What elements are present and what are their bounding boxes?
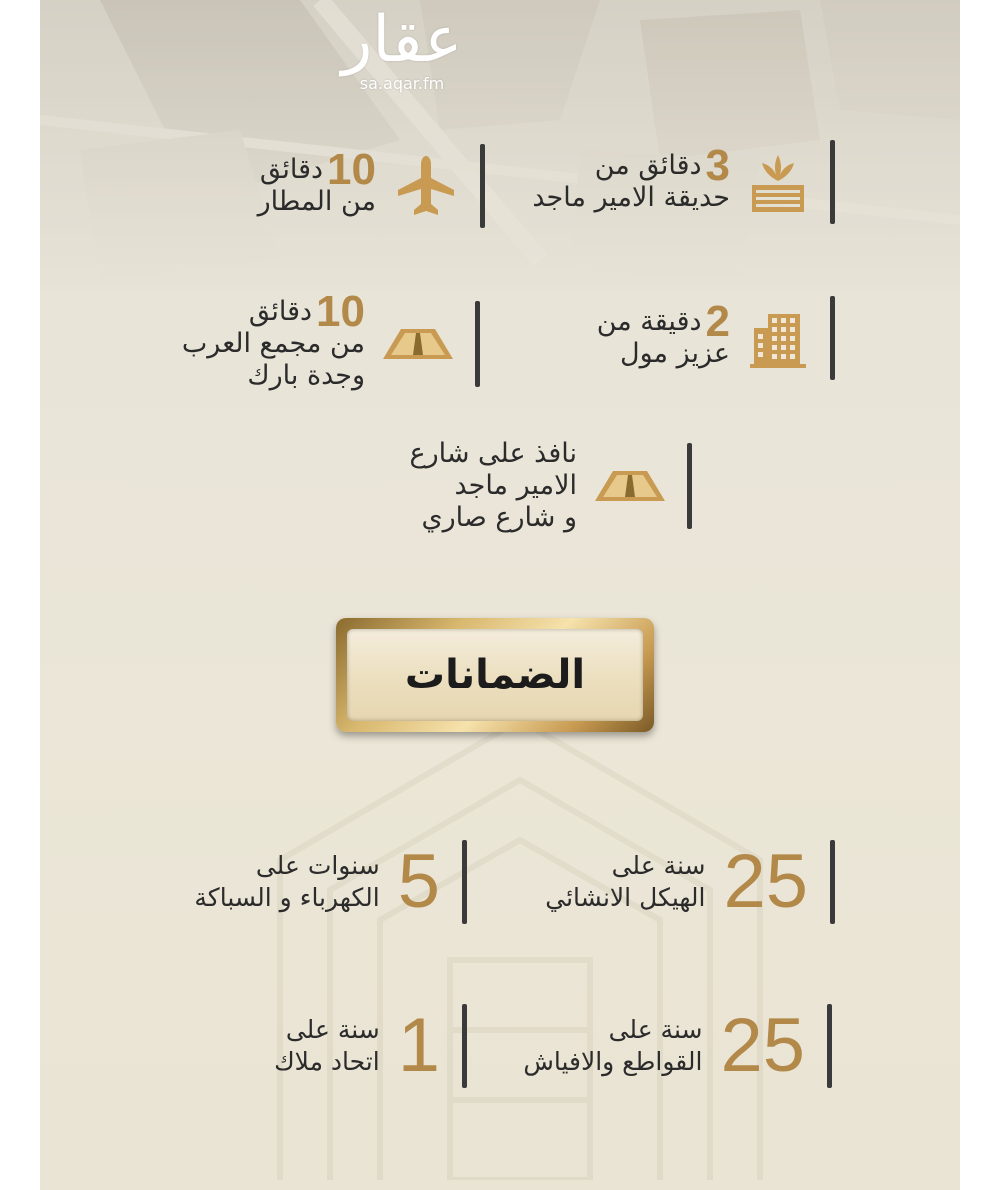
guarantee-text <box>194 850 379 914</box>
brand-logo: عقار <box>341 3 463 77</box>
feature-text <box>596 297 730 370</box>
feature-text <box>257 145 376 218</box>
feature-line: دقائق <box>248 296 313 327</box>
feature-line: دقائق من <box>594 150 702 181</box>
guarantee-text <box>523 1014 702 1078</box>
guarantee-line: سنة على <box>608 1015 703 1044</box>
guarantee-number: 25 <box>720 1003 805 1088</box>
divider-bar <box>687 443 692 529</box>
guarantee-line: الهيكل الانشائي <box>545 883 706 912</box>
guarantee-number: 25 <box>723 839 808 924</box>
guarantee-line: سنة على <box>611 851 706 880</box>
guarantee-line: اتحاد ملاك <box>274 1047 380 1076</box>
road-icon <box>383 327 453 361</box>
guarantees-button-face <box>347 629 643 721</box>
guarantees-button-label: الضمانات <box>404 652 586 698</box>
feature-line: حديقة الامير ماجد <box>532 182 730 213</box>
guarantee-line: سنة على <box>285 1015 380 1044</box>
feature-line: و شارع صاري <box>421 502 577 533</box>
feature-line: دقائق <box>259 154 324 185</box>
guarantees-button[interactable] <box>336 618 654 732</box>
feature-line: عزيز مول <box>619 338 730 369</box>
feature-line: من المطار <box>257 186 376 217</box>
feature-line: من مجمع العرب <box>181 328 365 359</box>
feature-number: 2 <box>705 297 730 346</box>
feature-number: 10 <box>316 287 365 336</box>
guarantee-number: 5 <box>397 839 440 924</box>
poster-canvas <box>40 0 960 1190</box>
road-icon <box>595 469 665 503</box>
brand-url: sa.aqar.fm <box>359 74 445 93</box>
feature-arab-complex <box>181 287 480 392</box>
building-watermark <box>220 700 820 1180</box>
guarantee-electrical <box>194 840 467 924</box>
feature-park <box>532 140 835 224</box>
guarantee-text <box>545 850 705 914</box>
divider-bar <box>480 144 485 228</box>
divider-bar <box>830 140 835 224</box>
feature-line: نافذ على شارع <box>409 438 577 469</box>
brand-watermark <box>322 0 482 93</box>
divider-bar <box>830 296 835 380</box>
feature-text <box>181 287 365 392</box>
guarantee-structure <box>545 840 835 924</box>
feature-line: دقيقة من <box>596 306 702 337</box>
feature-airport <box>258 144 485 228</box>
feature-line: وجدة بارك <box>247 360 365 391</box>
guarantee-line: الكهرباء و السباكة <box>194 883 380 912</box>
feature-text <box>409 438 577 534</box>
guarantee-owners-association <box>274 1004 467 1088</box>
feature-number: 10 <box>327 145 376 194</box>
feature-mall <box>597 296 835 380</box>
guarantee-number: 1 <box>397 1003 440 1088</box>
garden-icon <box>748 151 808 213</box>
guarantee-text <box>274 1014 380 1078</box>
airplane-icon <box>394 154 458 218</box>
feature-street-access <box>409 438 692 534</box>
divider-bar <box>462 840 467 924</box>
feature-text <box>532 141 730 214</box>
guarantee-line: القواطع والافياش <box>523 1047 703 1076</box>
divider-bar <box>475 301 480 387</box>
divider-bar <box>462 1004 467 1088</box>
guarantee-switches <box>523 1004 832 1088</box>
feature-number: 3 <box>705 141 730 190</box>
feature-line: الامير ماجد <box>454 470 577 501</box>
divider-bar <box>830 840 835 924</box>
divider-bar <box>827 1004 832 1088</box>
guarantee-line: سنوات على <box>255 851 380 880</box>
building-icon <box>748 308 808 368</box>
